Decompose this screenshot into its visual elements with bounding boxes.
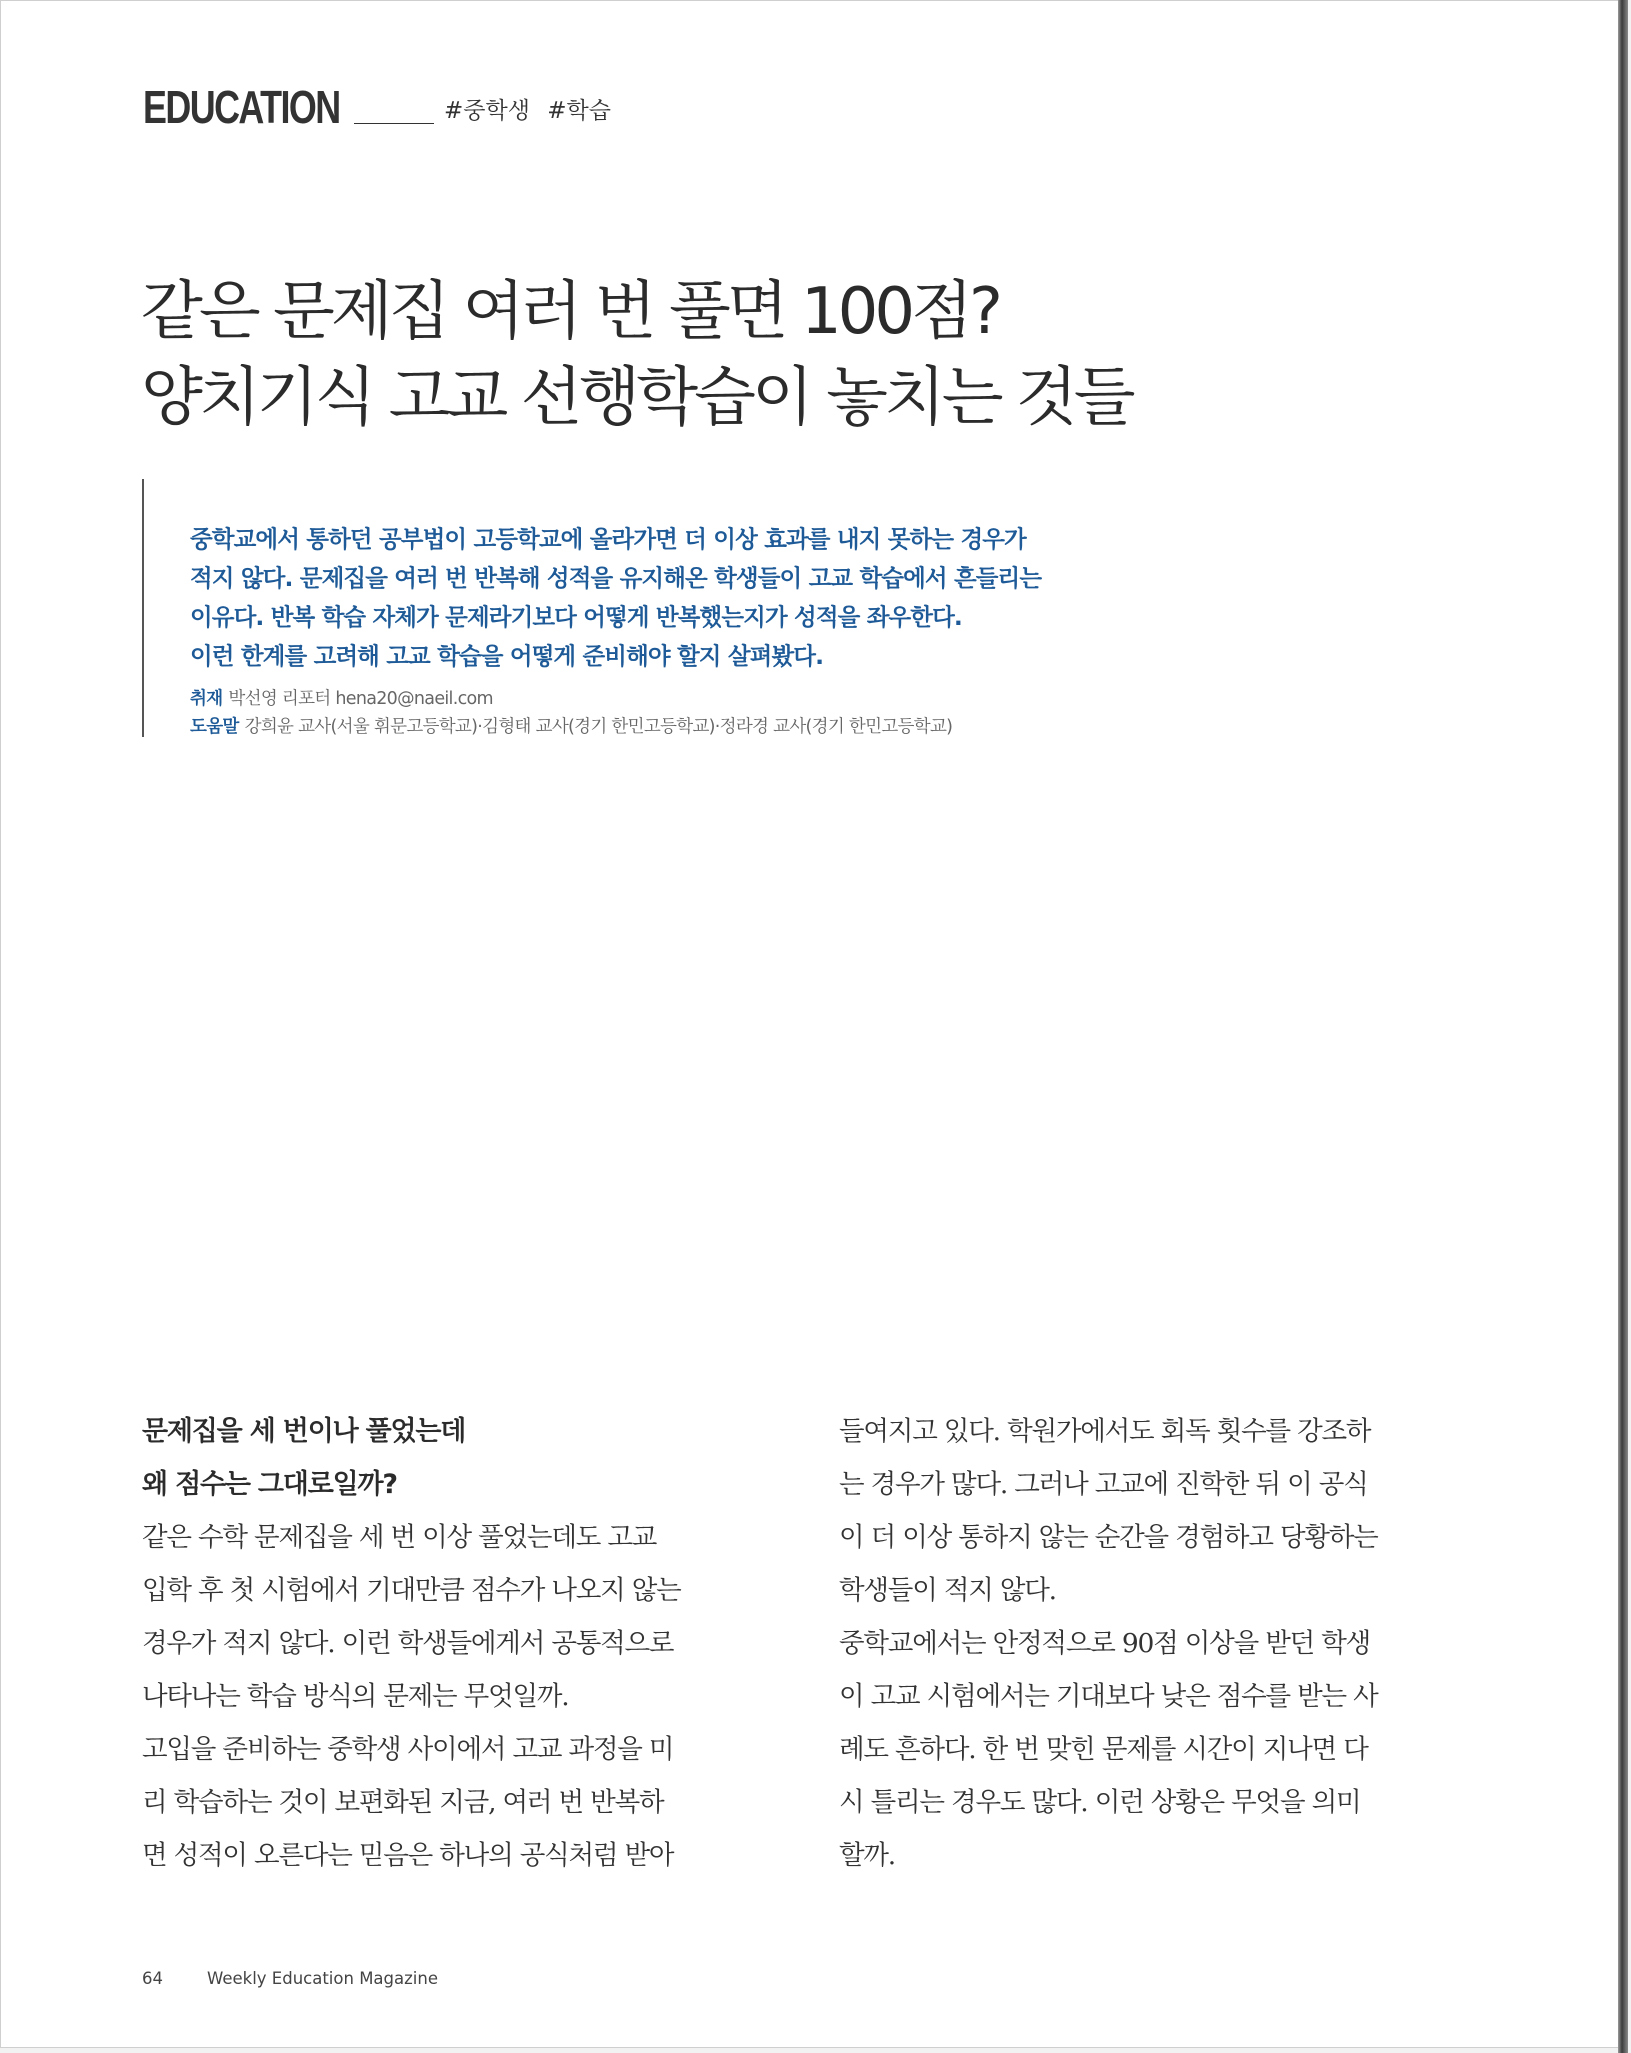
body-line: 시 틀리는 경우도 많다. 이런 상황은 무엇을 의미 bbox=[839, 1787, 1361, 1818]
lead-accent-bar bbox=[142, 479, 144, 737]
body-line: 같은 수학 문제집을 세 번 이상 풀었는데도 고교 bbox=[142, 1522, 657, 1553]
body-line: 이 더 이상 통하지 않는 순간을 경험하고 당황하는 bbox=[839, 1522, 1378, 1553]
lead-line: 이유다. 반복 학습 자체가 문제라기보다 어떻게 반복했는지가 성적을 좌우한다. bbox=[190, 603, 962, 631]
body-line: 는 경우가 많다. 그러나 고교에 진학한 뒤 이 공식 bbox=[839, 1469, 1368, 1500]
body-line: 나타나는 학습 방식의 문제는 무엇일까. bbox=[142, 1681, 569, 1712]
body-line: 할까. bbox=[839, 1840, 896, 1871]
page-number: 64 bbox=[142, 1969, 163, 1988]
section-rule bbox=[354, 123, 434, 124]
lead-line: 적지 않다. 문제집을 여러 번 반복해 성적을 유지해온 학생들이 고교 학습에서 흔들리는 bbox=[190, 564, 1042, 592]
title-line: 같은 문제집 여러 번 풀면 100점? bbox=[141, 275, 999, 349]
lead-line: 중학교에서 통하던 공부법이 고등학교에 올라가면 더 이상 효과를 내지 못하는 경우가 bbox=[190, 525, 1026, 553]
body-line: 면 성적이 오른다는 믿음은 하나의 공식처럼 받아 bbox=[142, 1840, 674, 1871]
body-line: 고입을 준비하는 중학생 사이에서 고교 과정을 미 bbox=[142, 1734, 674, 1765]
page-spine-shadow bbox=[1618, 0, 1628, 2053]
lead-paragraph bbox=[190, 520, 1190, 676]
body-line: 중학교에서는 안정적으로 90점 이상을 받던 학생 bbox=[839, 1628, 1371, 1659]
body-column-left bbox=[142, 1405, 742, 1882]
hashtag: #중학생 bbox=[444, 98, 530, 124]
lead-line: 이런 한계를 고려해 고교 학습을 어떻게 준비해야 할지 살펴봤다. bbox=[190, 642, 824, 670]
body-line: 례도 흔하다. 한 번 맞힌 문제를 시간이 지나면 다 bbox=[839, 1734, 1368, 1765]
section-label: EDUCATION bbox=[143, 81, 340, 133]
body-line: 경우가 적지 않다. 이런 학생들에게서 공통적으로 bbox=[142, 1628, 674, 1659]
reporting-label: 취재 bbox=[190, 689, 223, 709]
subhead-line: 왜 점수는 그대로일까? bbox=[142, 1469, 397, 1500]
credits bbox=[190, 685, 1190, 741]
publication-name: Weekly Education Magazine bbox=[207, 1969, 438, 1988]
reporting-text: 박선영 리포터 hena20@naeil.com bbox=[228, 689, 493, 709]
article-title bbox=[141, 269, 1491, 441]
help-text: 강희윤 교사(서울 휘문고등학교)·김형태 교사(경기 한민고등학교)·정라경 교사(경기 한민고등학교) bbox=[244, 717, 953, 737]
title-line: 양치기식 고교 선행학습이 놓치는 것들 bbox=[141, 361, 1132, 435]
body-line: 이 고교 시험에서는 기대보다 낮은 점수를 받는 사 bbox=[839, 1681, 1378, 1712]
page-footer bbox=[142, 1967, 438, 1991]
help-label: 도움말 bbox=[190, 717, 239, 737]
body-line: 리 학습하는 것이 보편화된 지금, 여러 번 반복하 bbox=[142, 1787, 664, 1818]
body-line: 들여지고 있다. 학원가에서도 회독 횟수를 강조하 bbox=[839, 1416, 1371, 1447]
reporting-credit bbox=[190, 685, 1190, 713]
body-line: 입학 후 첫 시험에서 기대만큼 점수가 나오지 않는 bbox=[142, 1575, 681, 1606]
help-credit bbox=[190, 713, 1190, 741]
body-column-right bbox=[839, 1405, 1439, 1882]
body-line: 학생들이 적지 않다. bbox=[839, 1575, 1056, 1606]
hashtag: #학습 bbox=[547, 98, 611, 124]
subhead-line: 문제집을 세 번이나 풀었는데 bbox=[142, 1416, 466, 1447]
hashtags bbox=[444, 95, 621, 127]
